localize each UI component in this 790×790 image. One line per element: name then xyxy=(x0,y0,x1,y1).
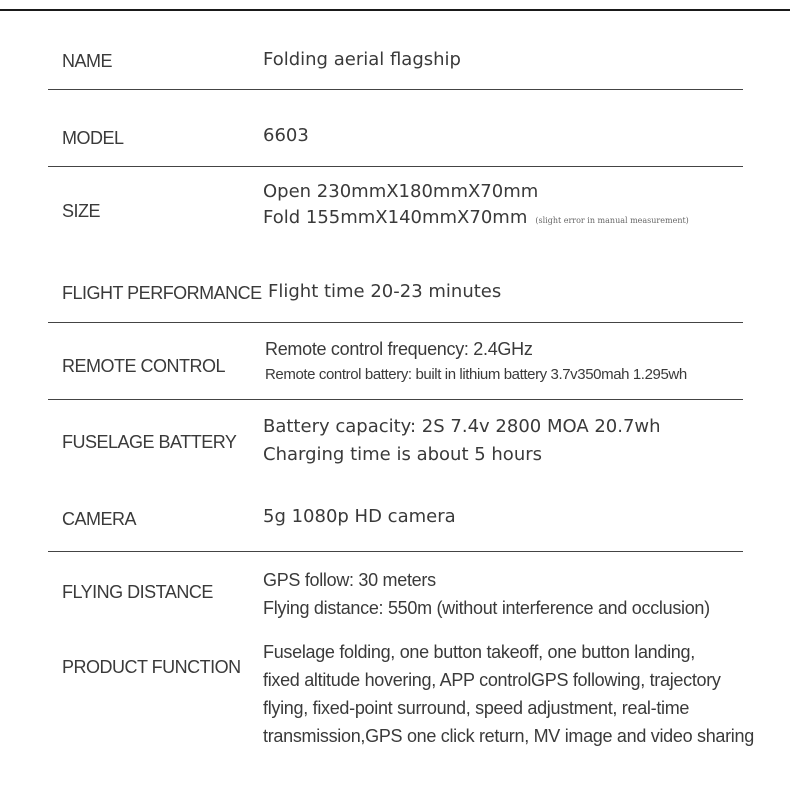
spec-value-size xyxy=(263,179,689,234)
size-note: (slight error in manual measurement) xyxy=(535,216,689,225)
function-line: Fuselage folding, one button takeoff, one button landing, xyxy=(263,642,695,662)
spec-label-flight-performance: FLIGHT PERFORMANCE xyxy=(62,283,262,303)
remote-frequency-line: Remote control frequency: 2.4GHz xyxy=(265,339,533,359)
size-open-line: Open 230mmX180mmX70mm xyxy=(263,181,539,202)
row-divider xyxy=(48,399,743,400)
spec-label-model: MODEL xyxy=(62,128,124,148)
spec-label-fuselage-battery: FUSELAGE BATTERY xyxy=(62,432,237,452)
spec-value-name: Folding aerial flagship xyxy=(263,49,461,70)
spec-value-fuselage-battery xyxy=(263,413,661,469)
spec-value-camera: 5g 1080p HD camera xyxy=(263,506,456,527)
spec-label-camera: CAMERA xyxy=(62,509,137,529)
gps-follow-line: GPS follow: 30 meters xyxy=(263,570,436,590)
spec-value-remote-control xyxy=(265,336,687,388)
size-fold-line xyxy=(263,205,689,234)
spec-value-flight-performance: Flight time 20-23 minutes xyxy=(268,281,502,302)
charging-time-line: Charging time is about 5 hours xyxy=(263,444,542,465)
spec-value-flying-distance xyxy=(263,566,710,622)
battery-capacity-line: Battery capacity: 2S 7.4v 2800 MOA 20.7wh xyxy=(263,416,661,437)
spec-label-product-function: PRODUCT FUNCTION xyxy=(62,657,241,677)
function-line: transmission,GPS one click return, MV image and video sharing xyxy=(263,726,754,746)
row-divider xyxy=(48,322,743,323)
spec-value-product-function xyxy=(263,638,754,750)
function-line: flying, fixed-point surround, speed adjustment, real-time xyxy=(263,698,690,718)
row-divider xyxy=(48,89,743,90)
top-rule xyxy=(0,9,790,11)
spec-value-model: 6603 xyxy=(263,125,309,146)
size-fold-text: Fold 155mmX140mmX70mm xyxy=(263,207,528,228)
row-divider xyxy=(48,166,743,167)
remote-battery-line: Remote control battery: built in lithium battery 3.7v350mah 1.295wh xyxy=(265,366,687,383)
spec-label-name: NAME xyxy=(62,51,113,71)
spec-label-flying-distance: FLYING DISTANCE xyxy=(62,582,213,602)
function-line: fixed altitude hovering, APP controlGPS following, trajectory xyxy=(263,670,721,690)
row-divider xyxy=(48,551,743,552)
spec-label-remote-control: REMOTE CONTROL xyxy=(62,356,226,376)
flying-distance-line: Flying distance: 550m (without interference and occlusion) xyxy=(263,598,710,618)
spec-label-size: SIZE xyxy=(62,201,101,221)
